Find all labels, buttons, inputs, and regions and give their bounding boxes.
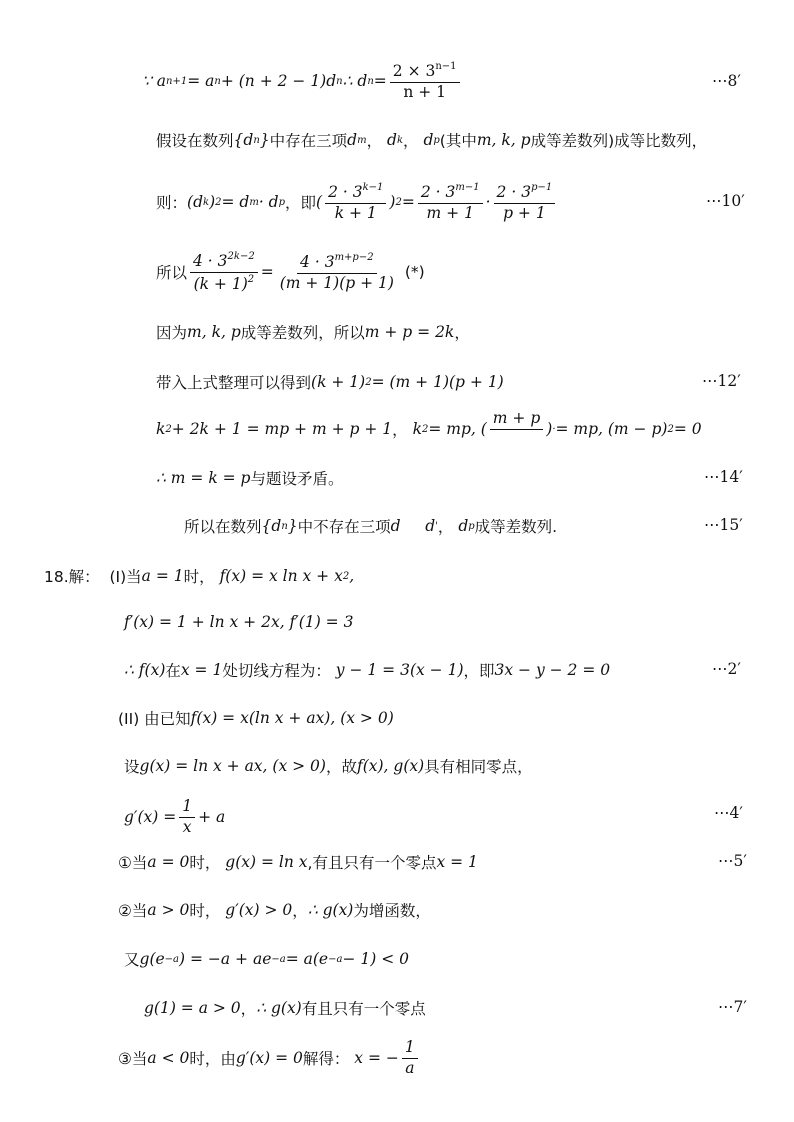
eq-line-2: 假设在数列 {d n } 中存在三项 d m ， d k ， d p (其中 m, k, p 成等差数列)成等比数列， (156, 131, 708, 150)
score-mark-14: ⋯14′ (704, 468, 743, 486)
eq-line-5: 因为 m, k, p 成等差数列，所以 m + p = 2k ， (156, 323, 470, 342)
score-mark-10: ⋯10′ (706, 192, 745, 210)
eq-line-6: 带入上式整理可以得到 (k + 1) 2 = (m + 1)(p + 1) (156, 373, 504, 392)
eq-line-7: k 2 + 2k + 1 = mp + m + p + 1 ， k 2 = mp, ( m + p ) · = mp, (m − p) 2 = 0 (156, 408, 702, 439)
eq-line-9: 所以在数列 {d n } 中不存在三项 d d ' ， d p 成等差数列. (184, 517, 558, 536)
eq-line-8: ∴ m = k = p 与题设矛盾。 (156, 469, 344, 488)
g-derivative-line: g′(x) = $\frac{1}{x}$ + a (124, 796, 226, 836)
q18-part2-line: (II) 由已知 f(x) = x(ln x + ax), (x > 0) (118, 709, 394, 728)
tangent-line: ∴ f(x) 在 x = 1 处切线方程为： y − 1 = 3(x − 1) ，即 3x − y − 2 = 0 (124, 661, 611, 680)
case2-inequality-line: 又 g(e −a ) = −a + ae −a = a(e −a − 1) < 0 (124, 950, 409, 969)
case2-conclusion-line: g(1) = a > 0 ， ∴ g(x) 有且只有一个零点 (144, 999, 426, 1018)
derivative-line: f′(x) = 1 + ln x + 2x, f′(1) = 3 (124, 613, 354, 631)
score-mark-12: ⋯12′ (702, 372, 741, 390)
score-mark-2: ⋯2′ (712, 660, 741, 678)
case3-line: ③当 a < 0 时，由 g′(x) = 0 解得： x = − $\frac{1}{a}$ (118, 1032, 421, 1084)
eq-line-3: 则： (d k ) 2 = d m · d p ，即 ( $\frac{2 \cdot 3^{k-1}}{k + 1}$ ) 2 = $\frac{2 \cdot 3^{m-1}}{m + 1}$ · $\frac{2 \cdot 3^{p-1}}{p + 1}$ (156, 176, 558, 228)
score-mark-8: ⋯8′ (712, 72, 741, 90)
q18-part1-line: 18.解： (I)当 a = 1 时， f(x) = x ln x + x 2 , (44, 567, 355, 586)
score-mark-15: ⋯15′ (704, 516, 743, 534)
score-mark-5: ⋯5′ (718, 852, 747, 870)
eq-line-1: ∵ a n+1 = a n + (n + 2 − 1)d n ∴ d n = $\frac{2 \times 3^{n-1}}{n + 1}$ (142, 56, 463, 106)
score-mark-4: ⋯4′ (714, 804, 743, 822)
define-g-line: 设 g(x) = ln x + ax, (x > 0) ，故 f(x), g(x) 具有相同零点， (124, 757, 533, 776)
case2-line: ②当 a > 0 时， g′(x) > 0 ， ∴ g(x) 为增函数， (118, 901, 431, 920)
score-mark-7: ⋯7′ (718, 998, 747, 1016)
case1-line: ①当 a = 0 时， g(x) = ln x ,有且只有一个零点 x = 1 (118, 853, 478, 872)
eq-line-4: 所以 $\frac{4 \cdot 3^{2k-2}}{(k + 1)^2}$ = $\frac{4 \cdot 3^{m+p-2}}{(m + 1)(p + 1)}$ (*) (156, 250, 425, 293)
